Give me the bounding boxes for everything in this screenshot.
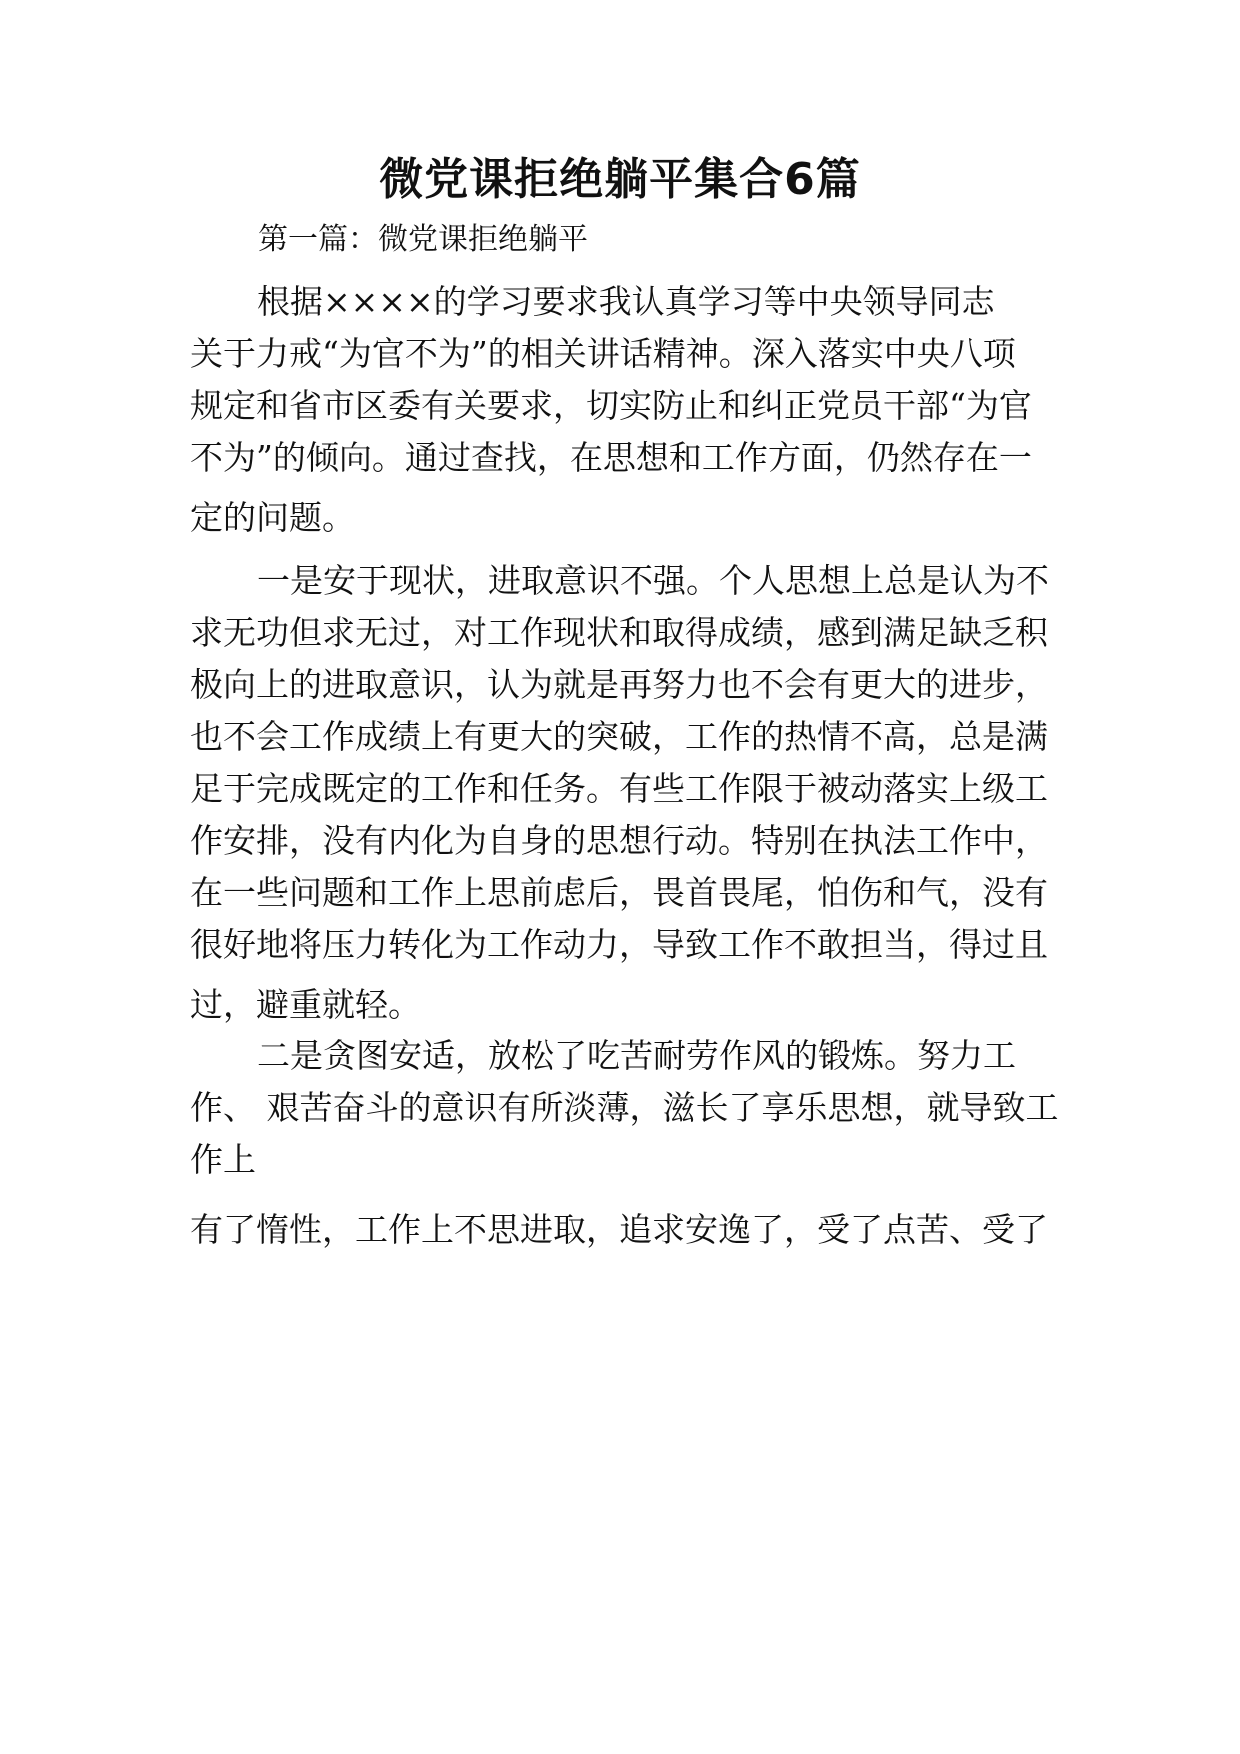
text-line: 一是安于现状，进取意识不强。个人思想上总是认为不: [257, 561, 1049, 600]
document-title: 微党课拒绝躺平集合6篇: [379, 154, 861, 205]
text-line: 作上: [190, 1140, 256, 1179]
text-line: 作安排，没有内化为自身的思想行动。特别在执法工作中，: [190, 821, 1048, 860]
text-line: 规定和省市区委有关要求，切实防止和纠正党员干部“为官: [190, 386, 1032, 425]
text-line: 求无功但求无过，对工作现状和取得成绩，感到满足缺乏积: [190, 613, 1048, 652]
section-heading: 第一篇：微党课拒绝躺平: [258, 222, 588, 257]
paragraph-1: [190, 276, 1050, 544]
text-line: 定的问题。: [190, 498, 355, 537]
text-line: 关于力戒“为官不为”的相关讲话精神。深入落实中央八项: [190, 334, 1016, 373]
text-line: 根据××××的学习要求我认真学习等中央领导同志: [257, 282, 995, 321]
text-line: 二是贪图安适，放松了吃苦耐劳作风的锻炼。努力工: [257, 1036, 1016, 1075]
text-line: 有了惰性，工作上不思进取，追求安逸了，受了点苦、受了: [190, 1210, 1048, 1249]
text-line: 很好地将压力转化为工作动力，导致工作不敢担当，得过且: [190, 925, 1048, 964]
text-line: 也不会工作成绩上有更大的突破，工作的热情不高，总是满: [190, 717, 1048, 756]
text-line: 在一些问题和工作上思前虑后，畏首畏尾，怕伤和气，没有: [190, 873, 1048, 912]
paragraph-2: [190, 555, 1050, 1031]
text-line: 极向上的进取意识，认为就是再努力也不会有更大的进步，: [190, 665, 1048, 704]
paragraph-3: [190, 1030, 1059, 1186]
text-line: 足于完成既定的工作和任务。有些工作限于被动落实上级工: [190, 769, 1048, 808]
text-line: 不为”的倾向。通过查找，在思想和工作方面，仍然存在一: [190, 438, 1032, 477]
text-line: 过，避重就轻。: [190, 985, 421, 1024]
paragraph-4: [190, 1204, 1050, 1256]
text-line: 作、 艰苦奋斗的意识有所淡薄，滋长了享乐思想，就导致工: [190, 1088, 1059, 1127]
